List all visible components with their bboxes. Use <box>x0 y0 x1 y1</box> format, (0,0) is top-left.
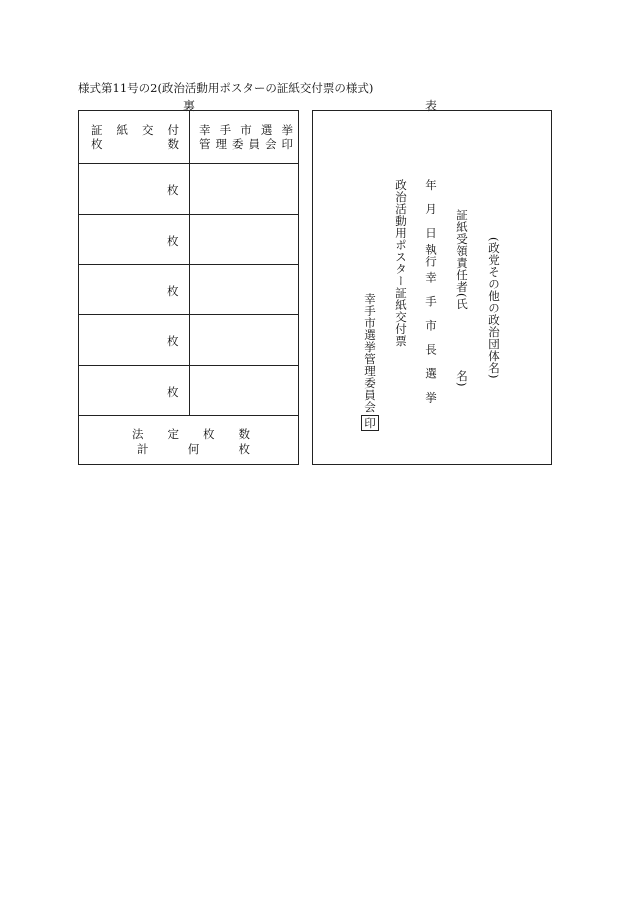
responsible-person-line: 証紙受領責任者(氏 名) <box>455 209 469 387</box>
form-name-line: 政治活動用ポスター証紙交付票 <box>394 179 408 347</box>
table-row <box>79 315 298 366</box>
count-unit: 枚 <box>167 385 179 399</box>
footer-total: 法 定 枚 数 計 何 枚 <box>132 427 250 456</box>
count-unit: 枚 <box>167 183 179 197</box>
table-row <box>79 265 298 315</box>
back-side-table <box>78 110 299 465</box>
table-row <box>79 164 298 215</box>
front-side-panel <box>312 110 552 465</box>
header-committee-seal: 幸 手 市 選 挙 管 理 委 員 会 印 <box>199 123 293 151</box>
front-side-label: 表 <box>425 99 438 113</box>
table-row <box>79 366 298 416</box>
form-title: 様式第11号の2(政治活動用ポスターの証紙交付票の様式) <box>78 81 374 95</box>
count-unit: 枚 <box>167 284 179 298</box>
party-name-line: (政党その他の政治団体名) <box>487 237 501 379</box>
count-unit: 枚 <box>167 334 179 348</box>
table-row <box>79 215 298 265</box>
count-unit: 枚 <box>167 234 179 248</box>
back-side-label: 裏 <box>183 99 196 113</box>
committee-line <box>361 293 379 431</box>
election-date-line: 年 月 日 執行 幸 手 市 長 選 挙 <box>424 179 438 404</box>
header-issued-count: 証 紙 交 付 枚 数 <box>91 123 179 151</box>
seal-mark: 印 <box>363 417 377 429</box>
header-row <box>79 111 298 164</box>
committee-name: 幸手市選挙管理委員会 <box>363 293 377 413</box>
